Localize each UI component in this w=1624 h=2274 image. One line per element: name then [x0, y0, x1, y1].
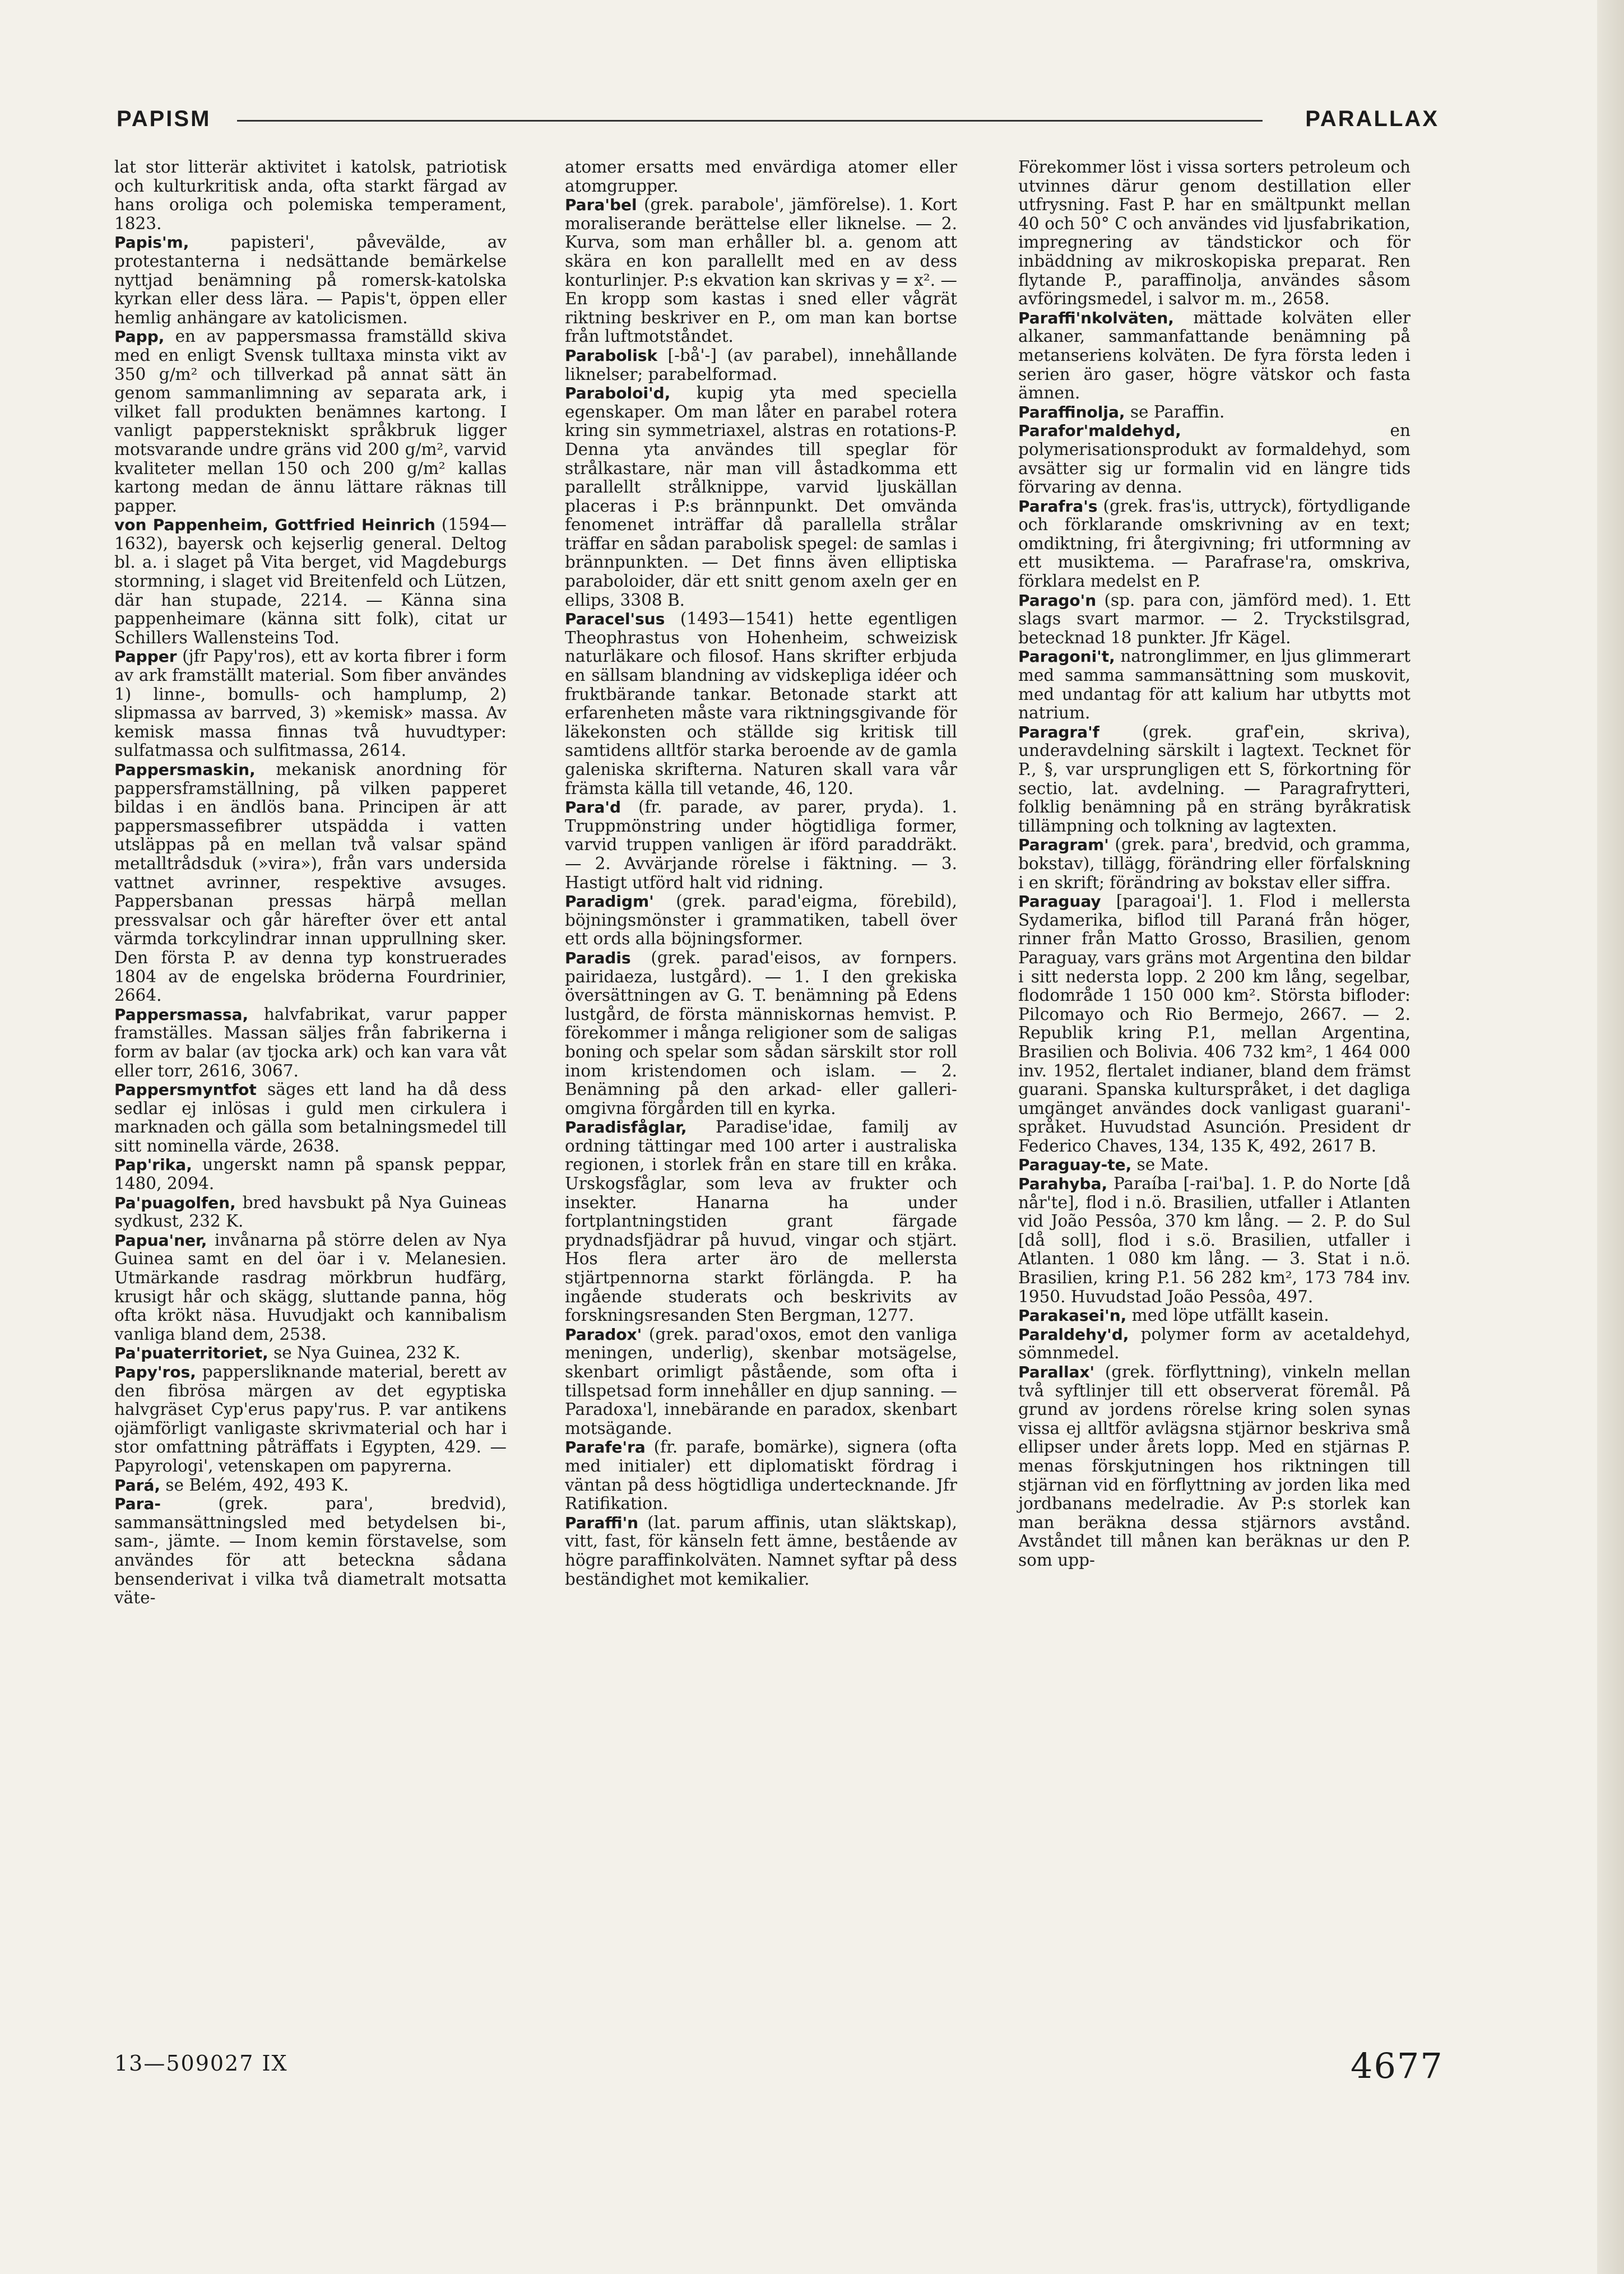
entry-headword: Pappersmyntfot — [114, 1080, 257, 1099]
entry-headword: von Pappenheim, Gottfried Heinrich — [114, 516, 435, 535]
entry-text: se Nya Guinea, 232 K. — [268, 1343, 461, 1363]
entry-text: [-bå'-] (av parabel), innehållande liknelser; parabelformad. — [565, 345, 957, 384]
dictionary-entry — [565, 949, 957, 1118]
header-rule — [237, 120, 1263, 122]
dictionary-entry — [114, 233, 507, 327]
page-number: 4677 — [1351, 2045, 1444, 2086]
entry-text: [paragoai']. 1. Flod i mellersta Sydamerika, biflod till Paraná från höger, rinner från Matto Grosso, Brasilien, genom Paraguay, vars gräns mot Argentina den bildar i sitt nedersta lopp. 2 200 km lång, segelbar, flodområde 1 150 000 km². Största bifloder: Pilcomayo och Rio Bermejo, 2667. — 2. Republik kring P.1, mellan Argentina, Brasilien och Bolivia. 406 732 km², 1 464 000 inv. 1952, flertalet indianer, bland dem främst guarani. Spanska kulturspråket, i det dagliga umgänget användes dock vanligast guarani'-språket. Huvudstad Asunción. President dr Federico Chaves, 134, 135 K, 492, 2617 B. — [1018, 892, 1410, 1155]
entry-headword: Paradisfåglar, — [565, 1118, 687, 1137]
entry-text: (fr. parafe, bomärke), signera (ofta med initialer) ett diplomatiskt fördrag i väntan på dess högtidliga undertecknande. Jfr Ratifikation. — [565, 1437, 957, 1514]
entry-text: Paraíba [-rai'ba]. 1. P. do Norte [då når'te], flod i n.ö. Brasilien, utfaller i Atlanten vid João Pessôa, 370 km lång. — 2. P. do Sul [då soll], flod i s.ö. Brasilien, utfaller i Atlanten. 1 080 km lång. — 3. Stat i n.ö. Brasilien, kring P.1. 56 282 km², 173 784 inv. 1950. Huvudstad João Pessôa, 497. — [1018, 1174, 1410, 1306]
entry-text: kupig yta med speciella egenskaper. Om man låter en parabel rotera kring sin symmetriaxel, alstras en rotations-P. Denna yta användes till speglar för strålkastare, när man vill åstadkomma ett parallellt strålknippe, varvid ljuskällan placeras i P:s brännpunkt. Det omvända fenomenet inträffar då parallella strålar träffar en sådan parabolisk spegel: de samlas i brännpunkten. — Det finns även elliptiska paraboloider, där ett snitt genom axeln ger en ellips, 3308 B. — [565, 383, 957, 610]
entry-headword: Parafor'maldehyd, — [1018, 421, 1181, 440]
dictionary-entry — [114, 1363, 507, 1476]
entry-headword: Papp, — [114, 327, 165, 346]
entry-text: pappersliknande material, berett av den fibrösa märgen av det egyptiska halvgräset Cyp'erus papy'rus. P. var antikens ojämförligt vanligaste skrivmaterial och har i stor omfattning påträffats i Egypten, 429. — Papyrologi', vetenskapen om papyrerna. — [114, 1362, 507, 1475]
entry-text: (1493—1541) hette egentligen Theophrastus von Hohenheim, schweizisk naturläkare och filosof. Hans skrifter erbjuda en sällsam blandning av vidskepliga idéer och fruktbärande tankar. Betonade starkt att erfarenheten måste vara riktningsgivande för läkekonsten och ställde sig kritisk till samtidens alltför starka beroende av de gamla galeniska skrifterna. Naturen skall vara vår främsta källa till vetande, 46, 120. — [565, 609, 957, 798]
dictionary-entry — [1018, 1325, 1410, 1363]
dictionary-entry — [565, 384, 957, 610]
dictionary-entry — [565, 346, 957, 384]
entry-headword: Parago'n — [1018, 591, 1097, 610]
entry-text: (grek. parad'oxos, emot den vanliga meningen, underlig), skenbar motsägelse, skenbart orimligt påstående, som ofta i tillspetsad form innehåller en djup sanning. — Paradoxa'l, innebärande en paradox, skenbart motsägande. — [565, 1324, 957, 1438]
dictionary-entry — [114, 1005, 507, 1080]
entry-text: polymer form av acetaldehyd, sömnmedel. — [1018, 1324, 1410, 1363]
entry-headword: Parallax' — [1018, 1363, 1095, 1381]
entry-headword: Para'd — [565, 798, 621, 817]
entry-text: mekanisk anordning för pappersframställning, på vilken papperet bildas i en ändlös bana. Principen är att pappersmassefibrer utspädda i vatten utsläppas på en mellan två valsar spänd metalltrådsduk (»vira»), från vars undersida vattnet avrinner, respektive avsuges. Pappersbanan pressas härpå mellan pressvalsar och går härefter över ett antal värmda torkcylindrar innan upprullning sker. Den första P. av denna typ konstruerades 1804 av de engelska bröderna Fourdrinier, 2664. — [114, 760, 507, 1005]
entry-headword: Parafra's — [1018, 496, 1098, 516]
entry-headword: Papis'm, — [114, 233, 189, 252]
entry-headword: Parahyba, — [1018, 1175, 1108, 1194]
entry-headword: Paraguay-te, — [1018, 1155, 1132, 1175]
entry-text: (grek. para', bredvid), sammansättningsled med betydelsen bi-, sam-, jämte. — Inom kemin förstavelse, som användes för att beteckna sådana bensenderivat i vilka två diametralt motsatta väte- — [114, 1494, 507, 1608]
entry-headword: Paraffi'nkolväten, — [1018, 308, 1174, 327]
dictionary-entry — [114, 1080, 507, 1155]
entry-headword: Papua'ner, — [114, 1231, 207, 1250]
entry-text: ungerskt namn på spansk peppar, 1480, 2094. — [114, 1155, 507, 1194]
entry-headword: Pappersmassa, — [114, 1005, 249, 1024]
entry-headword: Paracel'sus — [565, 610, 665, 629]
dictionary-entry — [565, 1438, 957, 1513]
entry-headword: Paradis — [565, 948, 631, 967]
dictionary-entry — [1018, 1175, 1410, 1306]
entry-headword: Paradox' — [565, 1325, 642, 1344]
text-column-1 — [114, 158, 507, 1608]
entry-headword: Pa'puaterritoriet, — [114, 1344, 268, 1363]
dictionary-entry — [1018, 158, 1410, 309]
entry-headword: Paraffi'n — [565, 1513, 639, 1532]
dictionary-entry — [1018, 309, 1410, 403]
entry-text: halvfabrikat, varur papper framställes. Massan säljes från fabrikerna i form av balar (av tjocka ark) och kan vara våt eller torr, 2616, 3067. — [114, 1004, 507, 1080]
entry-headword: Paradigm' — [565, 892, 654, 911]
guide-word-last: PARALLAX — [1305, 106, 1439, 131]
dictionary-entry — [565, 196, 957, 346]
dictionary-entry — [114, 1231, 507, 1344]
entry-text: Paradise'idae, familj av ordning tättingar med 100 arter i australiska regionen, i storlek från en stare till en kråka. Urskogsfåglar, som leva av frukter och insekter. Hanarna ha under fortplantningstiden grant färgade prydnadsfjädrar på huvud, vingar och stjärt. Hos flera arter äro de mellersta stjärtpennorna starkt förlängda. P. ha ingående studerats och beskrivits av forskningsresanden Sten Bergman, 1277. — [565, 1117, 957, 1325]
entry-text: (grek. parad'eigma, förebild), böjningsmönster i grammatiken, tabell över ett ords alla böjningsformer. — [565, 892, 957, 949]
dictionary-entry — [1018, 403, 1410, 422]
entry-text: en av pappersmassa framställd skiva med en enligt Svensk tulltaxa minsta vikt av 350 g/m² och tillverkad på annat sätt än genom sammanlimning av separata ark, i vilket fall produkten benämnes kartong. I vanligt papperstekniskt språkbruk ligger motsvarande undre gräns vid 200 g/m², varvid kvaliteter mellan 150 och 200 g/m² kallas kartong medan de ännu lättare räknas till papper. — [114, 327, 507, 516]
entry-headword: Parafe'ra — [565, 1438, 646, 1457]
entry-text: (sp. para con, jämförd med). 1. Ett slags svart marmor. — 2. Tryckstilsgrad, betecknad 18 punkter. Jfr Kägel. — [1018, 590, 1410, 647]
entry-headword: Paraldehy'd, — [1018, 1325, 1129, 1344]
entry-text: papisteri', påvevälde, av protestanterna i nedsättande bemärkelse nyttjad benämning på romersk-katolska kyrkan eller dess lära. — Papis't, öppen eller hemlig anhängare av katolicismen. — [114, 233, 507, 327]
entry-text: natronglimmer, en ljus glimmerart med samma sammansättning som muskovit, med undantag för att kalium har utbytts mot natrium. — [1018, 647, 1410, 723]
dictionary-entry — [1018, 1155, 1410, 1175]
entry-text: säges ett land ha då dess sedlar ej inlösas i guld men cirkulera i marknaden och gälla som betalningsmedel till sitt nominella värde, 2638. — [114, 1080, 507, 1155]
entry-text: (grek. fras'is, uttryck), förtydligande och förklarande omskrivning av en text; omdiktning, fri återgivning; fri utformning av ett musiktema. — Parafrase'ra, omskriva, förklara medelst en P. — [1018, 496, 1410, 591]
entry-headword: Paraffinolja, — [1018, 402, 1125, 421]
entry-text: atomer ersatts med envärdiga atomer eller atomgrupper. — [565, 157, 957, 196]
entry-headword: Paragra'f — [1018, 722, 1099, 741]
text-column-3 — [1018, 158, 1410, 1570]
dictionary-entry — [114, 1476, 507, 1495]
entry-headword: Pa'puagolfen, — [114, 1193, 236, 1212]
entry-text: mättade kolväten eller alkaner, sammanfattande benämning på metanseriens kolväten. De fyra första leden i serien äro gaser, högre vätskor och fasta ämnen. — [1018, 308, 1410, 403]
entry-headword: Pap'rika, — [114, 1155, 192, 1175]
dictionary-entry — [114, 647, 507, 760]
dictionary-entry — [114, 516, 507, 647]
entry-headword: Paraguay — [1018, 892, 1101, 911]
running-head — [117, 106, 1439, 140]
entry-headword: Paragram' — [1018, 836, 1109, 855]
dictionary-entry — [1018, 647, 1410, 722]
entry-text: se Paraffin. — [1125, 402, 1225, 421]
entry-headword: Para- — [114, 1495, 161, 1514]
dictionary-entry — [1018, 421, 1410, 496]
dictionary-entry — [114, 760, 507, 1005]
dictionary-entry — [1018, 723, 1410, 836]
dictionary-entry — [114, 1495, 507, 1608]
dictionary-entry — [565, 1514, 957, 1589]
entry-text: (grek. para', bredvid, och gramma, bokstav), tillägg, förändring eller förfalskning i en skrift; förändring av bokstav eller siffra. — [1018, 835, 1410, 892]
entry-text: (grek. förflyttning), vinkeln mellan två syftlinjer till ett observerat föremål. På grund av jordens rörelse kring solen synas vissa ej alltför avlägsna stjärnor beskriva små ellipser under årets lopp. Med en stjärnas P. menas förskjutningen hos riktningen till stjärnan vid en förflyttning av jorden lika med jordbanans medelradie. Av P:s storlek kan man beräkna dessa stjärnors avstånd. Avståndet till månen kan beräknas ur den P. som upp- — [1018, 1362, 1410, 1570]
entry-text: Förekommer löst i vissa sorters petroleum och utvinnes därur genom destillation eller utfrysning. Fast P. har en smältpunkt mellan 40 och 50° C och användes vid ljusfabrikation, impregnering av tändstickor och för inbäddning av mikroskopiska preparat. Ren flytande P., paraffinolja, användes såsom avföringsmedel, i salvor m. m., 2658. — [1018, 157, 1410, 309]
entry-headword: Papper — [114, 647, 177, 666]
dictionary-entry — [565, 158, 957, 196]
entry-headword: Paraboloi'd, — [565, 384, 671, 403]
entry-headword: Papy'ros, — [114, 1363, 196, 1381]
entry-text: (jfr Papy'ros), ett av korta fibrer i form av ark framställt material. Som fiber användes 1) linne-, bomulls- och hamplump, 2) slipmassa av barrved, 3) »kemisk» massa. Av kemisk massa finnas två huvudtyper: sulfatmassa och sulfitmassa, 2614. — [114, 647, 507, 760]
dictionary-entry — [114, 1155, 507, 1193]
entry-headword: Parabolisk — [565, 346, 658, 365]
dictionary-entry — [1018, 836, 1410, 892]
entry-headword: Pará, — [114, 1475, 161, 1495]
dictionary-entry — [565, 892, 957, 949]
dictionary-entry — [565, 798, 957, 892]
printer-signature: 13—509027 IX — [114, 2051, 288, 2076]
entry-text: med löpe utfällt kasein. — [1126, 1306, 1329, 1325]
entry-text: (grek. parad'eisos, av fornpers. pairidaeza, lustgård). — 1. I den grekiska översättningen av G. T. benämning på Edens lustgård, de första människornas hemvist. P. förekommer i många religioner som de saligas boning och spelar som sådan särskilt stor roll inom kristendomen och islam. — 2. Benämning på den arkad- eller galleri-omgivna förgården till en kyrka. — [565, 948, 957, 1118]
dictionary-entry — [1018, 892, 1410, 1155]
dictionary-entry — [1018, 497, 1410, 591]
dictionary-entry — [565, 1118, 957, 1325]
dictionary-entry — [114, 1344, 507, 1363]
entry-text: (grek. parabole', jämförelse). 1. Kort moraliserande berättelse eller liknelse. — 2. Kurva, som man erhåller bl. a. genom att skära en kon parallellt med en av dess konturlinjer. P:s ekvation kan skrivas y = x². — En kropp som kastas i sned eller vågrät riktning beskriver en P., om man kan bortse från luftmotståndet. — [565, 195, 957, 346]
dictionary-entry — [1018, 591, 1410, 648]
entry-text: se Mate. — [1131, 1155, 1209, 1175]
entry-text: se Belém, 492, 493 K. — [160, 1475, 349, 1495]
text-column-2 — [565, 158, 957, 1589]
entry-text: invånarna på större delen av Nya Guinea samt en del öar i v. Melanesien. Utmärkande rasdrag mörkbrun hudfärg, krusigt hår och skägg, sluttande panna, hög ofta krökt näsa. Huvudjakt och kannibalism vanliga bland dem, 2538. — [114, 1230, 507, 1344]
entry-text: en polymerisationsprodukt av formaldehyd, som avsätter sig ur formalin vid en längre tids förvaring av denna. — [1018, 421, 1410, 497]
page-edge-shadow — [1597, 0, 1624, 2274]
dictionary-entry — [565, 610, 957, 798]
entry-text: (1594—1632), bayersk och kejserlig general. Deltog bl. a. i slaget på Vita berget, vid Magdeburgs stormning, i slaget vid Breitenfeld och Lützen, där han stupade, 2214. — Känna sina pappenheimare (känna sitt folk), citat ur Schillers Wallensteins Tod. — [114, 515, 507, 647]
entry-text: lat stor litterär aktivitet i katolsk, patriotisk och kulturkritisk anda, ofta starkt färgad av hans oroliga och polemiska temperament, 1823. — [114, 157, 507, 233]
dictionary-entry — [565, 1325, 957, 1438]
entry-headword: Para'bel — [565, 196, 637, 215]
dictionary-entry — [114, 1194, 507, 1231]
dictionary-entry — [1018, 1306, 1410, 1325]
entry-text: bred havsbukt på Nya Guineas sydkust, 232 K. — [114, 1192, 507, 1231]
entry-text: (grek. graf'ein, skriva), underavdelning särskilt i lagtext. Tecknet för P., §, var ursprungligen ett S, förkortning för sectio, lat. avdelning. — Paragrafrytteri, folklig benämning på en sträng byråkratisk tillämpning och tolkning av lagtexten. — [1018, 722, 1410, 836]
entry-text: (fr. parade, av parer, pryda). 1. Truppmönstring under högtidliga former, varvid truppen vanligen är iförd paraddräkt. — 2. Avvärjande rörelse i fäktning. — 3. Hastigt utförd halt vid ridning. — [565, 797, 957, 892]
dictionary-entry — [114, 327, 507, 516]
dictionary-entry — [114, 158, 507, 233]
entry-headword: Paragoni't, — [1018, 647, 1115, 666]
entry-headword: Pappersmaskin, — [114, 760, 256, 779]
entry-headword: Parakasei'n, — [1018, 1306, 1127, 1325]
entry-text: (lat. parum affinis, utan släktskap), vitt, fast, för känseln fett ämne, bestående av högre paraffinkolväten. Namnet syftar på dess beständighet mot kemikalier. — [565, 1512, 957, 1589]
guide-word-first: PAPISM — [117, 106, 211, 131]
dictionary-entry — [1018, 1363, 1410, 1570]
